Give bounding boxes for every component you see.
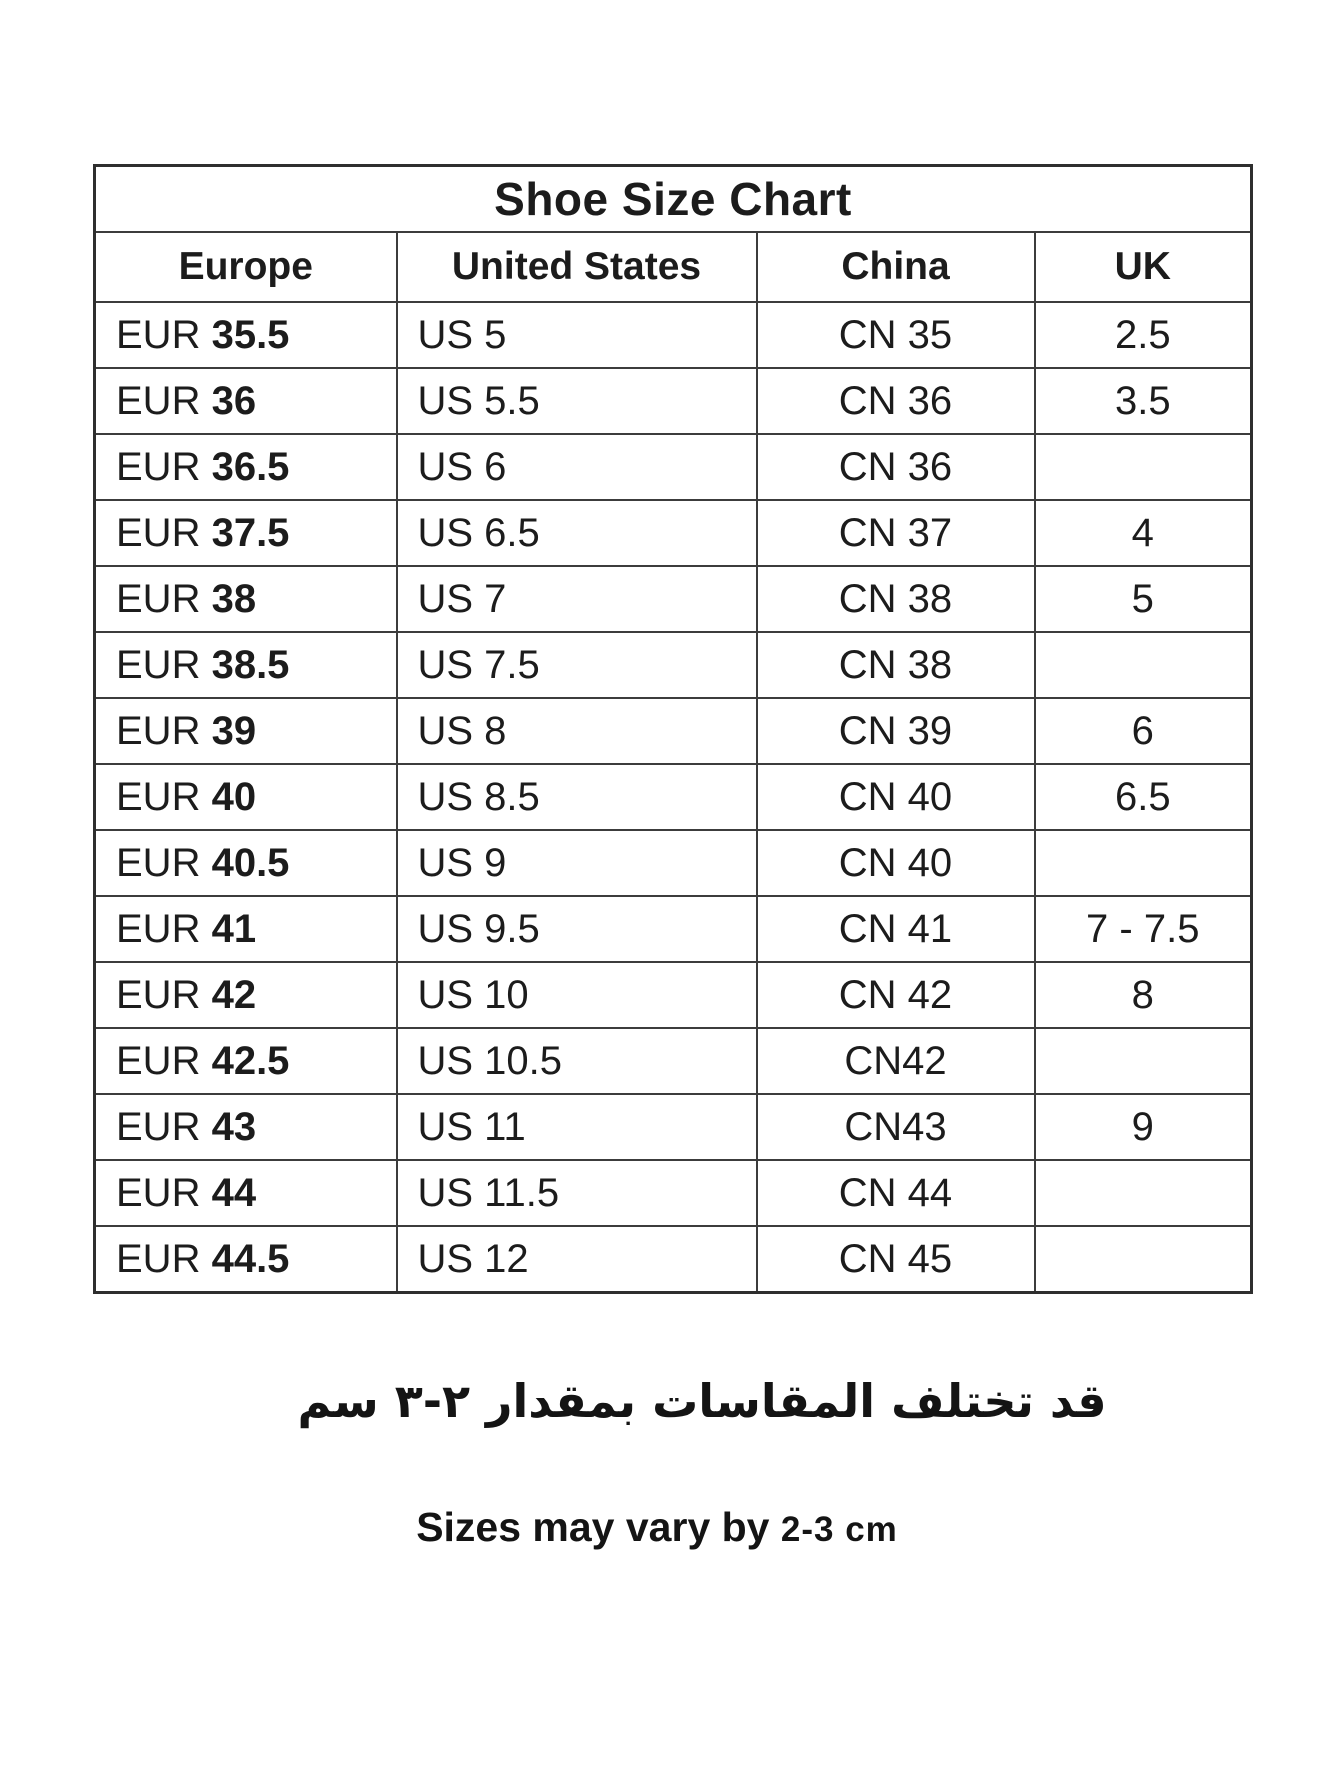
- uk-cell: [1035, 830, 1252, 896]
- cn-cell: CN 36: [757, 368, 1035, 434]
- cn-cell: CN 42: [757, 962, 1035, 1028]
- eur-size: 37.5: [211, 510, 290, 555]
- us-cell: US 8.5: [397, 764, 757, 830]
- eur-cell: [95, 962, 397, 1028]
- eur-size: 40: [211, 774, 257, 819]
- cn-cell: CN 39: [757, 698, 1035, 764]
- shoe-size-table: [93, 164, 1253, 1294]
- eur-cell: [95, 1226, 397, 1293]
- us-cell: US 5.5: [397, 368, 757, 434]
- cn-cell: CN 38: [757, 566, 1035, 632]
- table-body: [95, 302, 1252, 1293]
- us-cell: US 8: [397, 698, 757, 764]
- us-cell: US 7.5: [397, 632, 757, 698]
- table-row: [95, 368, 1252, 434]
- eur-cell: [95, 434, 397, 500]
- column-header-europe: Europe: [95, 232, 397, 302]
- table-row: [95, 632, 1252, 698]
- eur-cell: [95, 698, 397, 764]
- eur-size: 38: [211, 576, 257, 621]
- header-row: [95, 232, 1252, 302]
- eur-cell: [95, 896, 397, 962]
- eur-size: 36.5: [211, 444, 290, 489]
- eur-prefix: EUR: [116, 1236, 201, 1281]
- eur-prefix: EUR: [116, 378, 201, 423]
- eur-prefix: EUR: [116, 576, 201, 621]
- cn-cell: CN 37: [757, 500, 1035, 566]
- eur-size: 41: [211, 906, 257, 951]
- eur-prefix: EUR: [116, 774, 201, 819]
- uk-cell: [1035, 1226, 1252, 1293]
- cn-cell: CN 41: [757, 896, 1035, 962]
- eur-prefix: EUR: [116, 972, 201, 1017]
- cn-cell: CN 44: [757, 1160, 1035, 1226]
- eur-cell: [95, 1160, 397, 1226]
- eur-size: 42.5: [211, 1038, 290, 1083]
- uk-cell: 6.5: [1035, 764, 1252, 830]
- table-row: [95, 698, 1252, 764]
- table-row: [95, 962, 1252, 1028]
- eur-cell: [95, 566, 397, 632]
- eur-size: 38.5: [211, 642, 290, 687]
- eur-cell: [95, 764, 397, 830]
- uk-cell: 6: [1035, 698, 1252, 764]
- cn-cell: CN 45: [757, 1226, 1035, 1293]
- eur-prefix: EUR: [116, 840, 201, 885]
- table-row: [95, 302, 1252, 368]
- eur-cell: [95, 500, 397, 566]
- eur-prefix: EUR: [116, 708, 201, 753]
- note-arabic: قد تختلف المقاسات بمقدار ٢-٣ سم: [297, 1374, 1107, 1428]
- cn-cell: CN 40: [757, 830, 1035, 896]
- eur-prefix: EUR: [116, 312, 201, 357]
- us-cell: US 5: [397, 302, 757, 368]
- us-cell: US 9.5: [397, 896, 757, 962]
- uk-cell: 5: [1035, 566, 1252, 632]
- cn-cell: CN 36: [757, 434, 1035, 500]
- eur-cell: [95, 632, 397, 698]
- eur-prefix: EUR: [116, 444, 201, 489]
- table-row: [95, 1028, 1252, 1094]
- eur-size: 36: [211, 378, 257, 423]
- column-header-china: China: [757, 232, 1035, 302]
- table-title: Shoe Size Chart: [95, 166, 1252, 233]
- eur-cell: [95, 1028, 397, 1094]
- title-row: [95, 166, 1252, 233]
- uk-cell: [1035, 1028, 1252, 1094]
- eur-size: 44: [211, 1170, 257, 1215]
- uk-cell: 2.5: [1035, 302, 1252, 368]
- us-cell: US 12: [397, 1226, 757, 1293]
- eur-size: 35.5: [211, 312, 290, 357]
- column-header-uk: UK: [1035, 232, 1252, 302]
- cn-cell: CN 38: [757, 632, 1035, 698]
- uk-cell: [1035, 434, 1252, 500]
- eur-size: 44.5: [211, 1236, 290, 1281]
- note-english: [416, 1504, 898, 1551]
- eur-cell: [95, 830, 397, 896]
- uk-cell: 4: [1035, 500, 1252, 566]
- eur-size: 40.5: [211, 840, 290, 885]
- note-english-measure: 2-3 cm: [780, 1510, 898, 1549]
- us-cell: US 7: [397, 566, 757, 632]
- table-row: [95, 434, 1252, 500]
- us-cell: US 10.5: [397, 1028, 757, 1094]
- table-row: [95, 764, 1252, 830]
- cn-cell: CN42: [757, 1028, 1035, 1094]
- cn-cell: CN 35: [757, 302, 1035, 368]
- eur-cell: [95, 368, 397, 434]
- table-row: [95, 896, 1252, 962]
- table-row: [95, 500, 1252, 566]
- eur-size: 43: [211, 1104, 257, 1149]
- eur-prefix: EUR: [116, 1170, 201, 1215]
- us-cell: US 11: [397, 1094, 757, 1160]
- note-english-main: Sizes may vary by: [416, 1504, 770, 1550]
- eur-cell: [95, 1094, 397, 1160]
- eur-size: 39: [211, 708, 257, 753]
- us-cell: US 11.5: [397, 1160, 757, 1226]
- table-row: [95, 1226, 1252, 1293]
- eur-cell: [95, 302, 397, 368]
- uk-cell: 7 - 7.5: [1035, 896, 1252, 962]
- column-header-united-states: United States: [397, 232, 757, 302]
- table-row: [95, 1094, 1252, 1160]
- uk-cell: 9: [1035, 1094, 1252, 1160]
- us-cell: US 9: [397, 830, 757, 896]
- uk-cell: [1035, 1160, 1252, 1226]
- eur-prefix: EUR: [116, 906, 201, 951]
- eur-size: 42: [211, 972, 257, 1017]
- cn-cell: CN 40: [757, 764, 1035, 830]
- eur-prefix: EUR: [116, 1104, 201, 1149]
- uk-cell: 3.5: [1035, 368, 1252, 434]
- table-row: [95, 566, 1252, 632]
- us-cell: US 6.5: [397, 500, 757, 566]
- eur-prefix: EUR: [116, 642, 201, 687]
- uk-cell: [1035, 632, 1252, 698]
- cn-cell: CN43: [757, 1094, 1035, 1160]
- us-cell: US 6: [397, 434, 757, 500]
- table-row: [95, 1160, 1252, 1226]
- table-row: [95, 830, 1252, 896]
- uk-cell: 8: [1035, 962, 1252, 1028]
- eur-prefix: EUR: [116, 510, 201, 555]
- eur-prefix: EUR: [116, 1038, 201, 1083]
- us-cell: US 10: [397, 962, 757, 1028]
